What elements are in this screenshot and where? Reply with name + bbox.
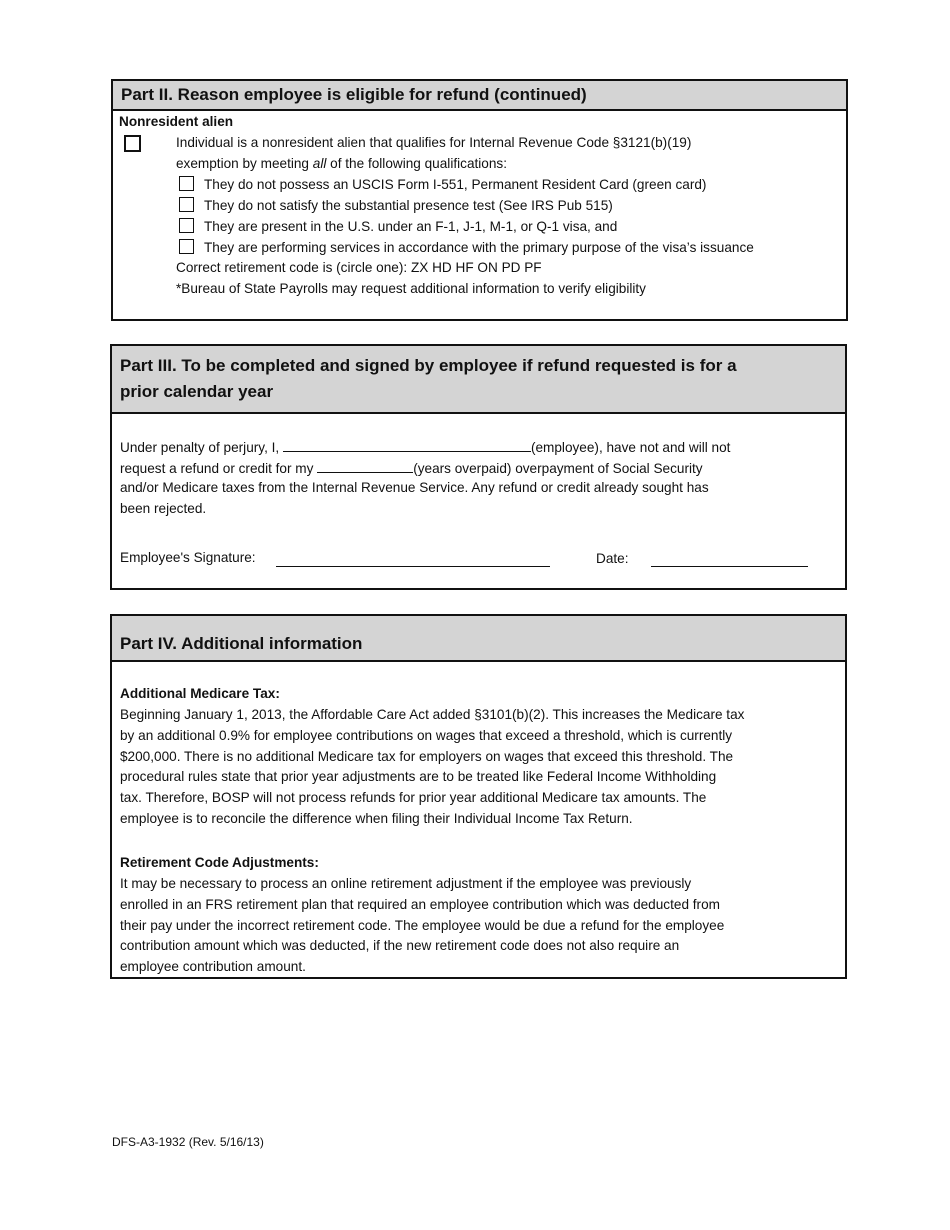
intro-text: of the following qualifications: (326, 156, 507, 171)
intro-line-2 (176, 155, 507, 173)
qualification-text: They are present in the U.S. under an F-1, J-1, M-1, or Q-1 visa, and (204, 219, 618, 234)
retirement-text: contribution amount which was deducted, if the new retirement code does not also require an (120, 938, 680, 953)
employee-name-field[interactable] (283, 437, 531, 452)
eligibility-note: *Bureau of State Payrolls may request additional information to verify eligibility (176, 281, 646, 296)
qualification-text: They do not possess an USCIS Form I-551, Permanent Resident Card (green card) (204, 177, 707, 192)
medicare-text: procedural rules state that prior year adjustments are to be treated like Federal Income Withholding (120, 769, 717, 784)
qualification-text: They are performing services in accordance with the primary purpose of the visa’s issuance (204, 240, 754, 255)
intro-line-1: Individual is a nonresident alien that qualifies for Internal Revenue Code §3121(b)(19) (176, 135, 692, 150)
part3-title-line: Part III. To be completed and signed by employee if refund requested is for a (120, 356, 737, 375)
date-field[interactable] (651, 566, 808, 567)
part2-title: Part II. Reason employee is eligible for refund (continued) (113, 81, 846, 111)
qualification-checkbox-green-card[interactable] (179, 176, 194, 191)
medicare-text: $200,000. There is no additional Medicare tax for employers on wages that exceed this threshold. The (120, 749, 734, 764)
perjury-text: request a refund or credit for my (120, 461, 318, 476)
qualification-checkbox-services[interactable] (179, 239, 194, 254)
part3-section (110, 344, 847, 590)
perjury-line-1 (120, 437, 730, 457)
medicare-text: tax. Therefore, BOSP will not process refunds for prior year additional Medicare tax amounts. The (120, 790, 707, 805)
intro-text: exemption by meeting (176, 156, 313, 171)
nonresident-alien-heading: Nonresident alien (119, 114, 234, 129)
signature-label: Employee's Signature: (120, 550, 256, 565)
part3-title (112, 346, 845, 414)
signature-field[interactable] (276, 566, 550, 567)
nonresident-alien-checkbox[interactable] (124, 135, 141, 152)
perjury-text: Under penalty of perjury, I, (120, 440, 283, 455)
intro-emphasis: all (312, 156, 327, 171)
perjury-text: (years overpaid) overpayment of Social Security (413, 461, 703, 476)
retirement-text: employee contribution amount. (120, 959, 306, 974)
part4-section (110, 614, 847, 979)
retirement-code-choice: Correct retirement code is (circle one): ZX HD HF ON PD PF (176, 260, 542, 275)
part4-title: Part IV. Additional information (112, 616, 845, 662)
perjury-line-4: been rejected. (120, 501, 207, 516)
perjury-line-3: and/or Medicare taxes from the Internal Revenue Service. Any refund or credit already sought has (120, 480, 709, 495)
date-label: Date: (596, 551, 629, 566)
medicare-text: by an additional 0.9% for employee contributions on wages that exceed a threshold, which is currently (120, 728, 733, 743)
medicare-text: Beginning January 1, 2013, the Affordable Care Act added §3101(b)(2). This increases the Medicare tax (120, 707, 745, 722)
retirement-text: their pay under the incorrect retirement code. The employee would be due a refund for the employee (120, 918, 725, 933)
qualification-checkbox-visa[interactable] (179, 218, 194, 233)
part2-section (111, 79, 848, 321)
retirement-text: It may be necessary to process an online retirement adjustment if the employee was previously (120, 876, 692, 891)
retirement-text: enrolled in an FRS retirement plan that required an employee contribution which was deducted from (120, 897, 720, 912)
perjury-text: (employee), have not and will not (530, 440, 731, 455)
perjury-line-2 (120, 458, 703, 478)
retirement-heading: Retirement Code Adjustments: (120, 855, 319, 870)
qualification-checkbox-presence-test[interactable] (179, 197, 194, 212)
form-number-footer: DFS-A3-1932 (Rev. 5/16/13) (112, 1135, 264, 1149)
part3-title-line: prior calendar year (120, 382, 274, 401)
years-overpaid-field[interactable] (317, 458, 413, 473)
medicare-heading: Additional Medicare Tax: (120, 686, 280, 701)
medicare-text: employee is to reconcile the difference when filing their Individual Income Tax Return. (120, 811, 633, 826)
qualification-text: They do not satisfy the substantial presence test (See IRS Pub 515) (204, 198, 613, 213)
